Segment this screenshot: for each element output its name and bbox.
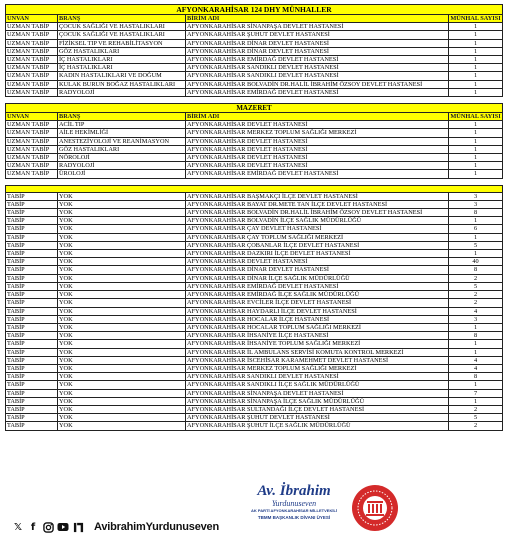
cell-unvan: UZMAN TABİP (6, 162, 58, 170)
social-handle: AvibrahimYurdunuseven (94, 521, 219, 533)
cell-unvan: UZMAN TABİP (6, 145, 58, 153)
cell-unvan: UZMAN TABİP (6, 137, 58, 145)
table-row (6, 209, 503, 217)
cell-birim: AFYONKARAHİSAR DAZKIRI İLÇE DEVLET HASTANESİ (186, 250, 449, 258)
table-row (6, 381, 503, 389)
cell-unvan: UZMAN TABİP (6, 72, 58, 80)
cell-unvan: UZMAN TABİP (6, 88, 58, 96)
cell-unvan: TABİP (6, 397, 58, 405)
cell-sayi: 3 (449, 192, 503, 200)
table-row (6, 250, 503, 258)
cell-brans: YOK (58, 405, 186, 413)
cell-brans: İÇ HASTALIKLARI (58, 56, 186, 64)
cell-sayi: 1 (449, 88, 503, 96)
cell-unvan: TABİP (6, 274, 58, 282)
header-brans: BRANŞ (58, 15, 186, 23)
cell-sayi: 1 (449, 348, 503, 356)
cell-sayi: 1 (449, 137, 503, 145)
cell-brans: YOK (58, 258, 186, 266)
cell-brans: GÖZ HASTALIKLARI (58, 145, 186, 153)
cell-sayi: 1 (449, 340, 503, 348)
gap-row (6, 97, 503, 104)
cell-birim: AFYONKARAHİSAR EMİRDAĞ DEVLET HASTANESİ (186, 88, 449, 96)
cell-birim: AFYONKARAHİSAR SİNANPAŞA DEVLET HASTANESİ (186, 389, 449, 397)
signature-name: Av. İbrahim (257, 483, 331, 499)
cell-brans: RADYOLOJİ (58, 88, 186, 96)
table-row (6, 323, 503, 331)
cell-sayi: 3 (449, 200, 503, 208)
table-row (6, 307, 503, 315)
cell-sayi: 1 (449, 217, 503, 225)
facebook-icon[interactable]: f (30, 521, 36, 533)
table-row (6, 80, 503, 88)
cell-sayi: 4 (449, 356, 503, 364)
cell-brans: ÜROLOJİ (58, 170, 186, 178)
parliament-emblem-icon (350, 483, 400, 533)
cell-sayi: 8 (449, 373, 503, 381)
cell-birim: AFYONKARAHİSAR DİNAR DEVLET HASTANESİ (186, 47, 449, 55)
cell-sayi: 8 (449, 209, 503, 217)
cell-unvan: UZMAN TABİP (6, 170, 58, 178)
cell-brans: YOK (58, 323, 186, 331)
cell-sayi: 3 (449, 315, 503, 323)
cell-brans: YOK (58, 332, 186, 340)
table-row (6, 88, 503, 96)
table-row (6, 373, 503, 381)
table-row (6, 225, 503, 233)
header-unvan: UNVAN (6, 113, 58, 121)
cell-birim: AFYONKARAHİSAR ÇOBANLAR İLÇE DEVLET HASTANESİ (186, 241, 449, 249)
cell-unvan: TABİP (6, 323, 58, 331)
cell-birim: AFYONKARAHİSAR BAŞMAKÇI İLÇE DEVLET HASTANESİ (186, 192, 449, 200)
cell-sayi: 2 (449, 299, 503, 307)
cell-unvan: TABİP (6, 340, 58, 348)
table-row (6, 299, 503, 307)
cell-birim: AFYONKARAHİSAR DEVLET HASTANESİ (186, 258, 449, 266)
cell-sayi: 4 (449, 307, 503, 315)
cell-brans: YOK (58, 307, 186, 315)
cell-birim: AFYONKARAHİSAR DEVLET HASTANESİ (186, 162, 449, 170)
mazeret-row (6, 104, 503, 113)
cell-brans: YOK (58, 373, 186, 381)
table-row (6, 364, 503, 372)
cell-unvan: TABİP (6, 241, 58, 249)
cell-brans: YOK (58, 250, 186, 258)
table-row (6, 356, 503, 364)
table-row (6, 282, 503, 290)
cell-unvan: TABİP (6, 414, 58, 422)
cell-brans: YOK (58, 233, 186, 241)
cell-birim: AFYONKARAHİSAR SİNANPAŞA DEVLET HASTANESİ (186, 23, 449, 31)
cell-sayi: 1 (449, 145, 503, 153)
cell-birim: AFYONKARAHİSAR ŞUHUT İLÇE SAĞLIK MÜDÜRLÜĞÜ (186, 422, 449, 430)
cell-unvan: UZMAN TABİP (6, 64, 58, 72)
sheet-title: AFYONKARAHİSAR 124 DHY MÜNHALLER (6, 5, 503, 15)
table-row (6, 414, 503, 422)
nsosyal-icon[interactable] (72, 521, 84, 533)
cell-birim: AFYONKARAHİSAR DEVLET HASTANESİ (186, 154, 449, 162)
cell-unvan: TABİP (6, 225, 58, 233)
cell-brans: YOK (58, 274, 186, 282)
cell-sayi: 1 (449, 47, 503, 55)
header-row-1 (6, 15, 503, 23)
section-mazeret-title: MAZERET (6, 104, 503, 113)
table-row (6, 192, 503, 200)
cell-birim: AFYONKARAHİSAR ŞUHUT DEVLET HASTANESİ (186, 31, 449, 39)
cell-birim: AFYONKARAHİSAR BOLVADİN DR.HALİL İBRAHİM ÖZSOY DEVLET HASTANESİ (186, 80, 449, 88)
cell-birim: AFYONKARAHİSAR HOCALAR İLÇE HASTANESİ (186, 315, 449, 323)
cell-birim: AFYONKARAHİSAR DİNAR İLÇE SAĞLIK MÜDÜRLÜĞÜ (186, 274, 449, 282)
cell-birim: AFYONKARAHİSAR ÇAY DEVLET HASTANESİ (186, 225, 449, 233)
cell-brans: İÇ HASTALIKLARI (58, 64, 186, 72)
cell-unvan: TABİP (6, 258, 58, 266)
header-sayi: MÜNHAL SAYISI (450, 113, 501, 121)
cell-birim: AFYONKARAHİSAR HAYDARLI İLÇE DEVLET HASTANESİ (186, 307, 449, 315)
cell-birim: AFYONKARAHİSAR BOLVADİN İLÇE SAĞLIK MÜDÜRLÜĞÜ (186, 217, 449, 225)
cell-sayi: 7 (449, 389, 503, 397)
cell-sayi: 1 (449, 250, 503, 258)
cell-sayi: 1 (449, 64, 503, 72)
highlight-band (6, 185, 503, 192)
cell-sayi: 2 (449, 422, 503, 430)
cell-sayi: 1 (449, 233, 503, 241)
cell-sayi: 1 (449, 170, 503, 178)
cell-unvan: UZMAN TABİP (6, 129, 58, 137)
cell-brans: YOK (58, 241, 186, 249)
cell-unvan: UZMAN TABİP (6, 47, 58, 55)
cell-birim: AFYONKARAHİSAR EVCİLER İLÇE DEVLET HASTANESİ (186, 299, 449, 307)
cell-brans: YOK (58, 414, 186, 422)
header-birim: BİRİM ADI (186, 15, 449, 23)
cell-brans: RADYOLOJİ (58, 162, 186, 170)
table-row (6, 31, 503, 39)
table-row (6, 291, 503, 299)
cell-sayi: 5 (449, 241, 503, 249)
table-row (6, 422, 503, 430)
cell-birim: AFYONKARAHİSAR SİNANPAŞA İLÇE SAĞLIK MÜDÜRLÜĞÜ (186, 397, 449, 405)
cell-birim: AFYONKARAHİSAR HOCALAR TOPLUM SAĞLIĞI MERKEZİ (186, 323, 449, 331)
gap-row (6, 178, 503, 185)
cell-unvan: TABİP (6, 381, 58, 389)
cell-unvan: TABİP (6, 356, 58, 364)
cell-birim: AFYONKARAHİSAR SULTANDAĞI İLÇE DEVLET HASTANESİ (186, 405, 449, 413)
cell-brans: YOK (58, 356, 186, 364)
cell-brans: YOK (58, 282, 186, 290)
cell-birim: AFYONKARAHİSAR SANDIKLI DEVLET HASTANESİ (186, 72, 449, 80)
cell-sayi: 8 (449, 266, 503, 274)
cell-birim: AFYONKARAHİSAR EMİRDAĞ İLÇE SAĞLIK MÜDÜRLÜĞÜ (186, 291, 449, 299)
cell-sayi: 1 (449, 397, 503, 405)
cell-unvan: TABİP (6, 332, 58, 340)
cell-unvan: TABİP (6, 307, 58, 315)
table-row (6, 72, 503, 80)
cell-brans: YOK (58, 397, 186, 405)
cell-brans: FİZİKSEL TIP VE REHABİLİTASYON (58, 39, 186, 47)
cell-brans: YOK (58, 348, 186, 356)
table-row (6, 315, 503, 323)
cell-birim: AFYONKARAHİSAR BAYAT DR.METE TAN İLÇE DEVLET HASTANESİ (186, 200, 449, 208)
title-row (6, 5, 503, 15)
cell-birim: AFYONKARAHİSAR EMİRDAĞ DEVLET HASTANESİ (186, 282, 449, 290)
cell-sayi: 1 (449, 381, 503, 389)
youtube-icon[interactable] (57, 521, 69, 533)
cell-brans: YOK (58, 192, 186, 200)
cell-sayi: 1 (449, 129, 503, 137)
cell-birim: AFYONKARAHİSAR EMİRDAĞ DEVLET HASTANESİ (186, 170, 449, 178)
cell-unvan: TABİP (6, 282, 58, 290)
table-row (6, 162, 503, 170)
header-birim: BİRİM ADI (186, 113, 449, 121)
cell-birim: AFYONKARAHİSAR DİNAR DEVLET HASTANESİ (186, 39, 449, 47)
table-row (6, 217, 503, 225)
signature-logo (244, 484, 344, 534)
cell-brans: YOK (58, 364, 186, 372)
table-row (6, 258, 503, 266)
cell-brans: YOK (58, 422, 186, 430)
cell-unvan: UZMAN TABİP (6, 31, 58, 39)
cell-brans: YOK (58, 217, 186, 225)
cell-unvan: UZMAN TABİP (6, 39, 58, 47)
cell-sayi: 8 (449, 332, 503, 340)
table-row (6, 154, 503, 162)
cell-unvan: UZMAN TABİP (6, 154, 58, 162)
cell-unvan: UZMAN TABİP (6, 80, 58, 88)
cell-sayi: 1 (449, 23, 503, 31)
cell-brans: YOK (58, 266, 186, 274)
cell-birim: AFYONKARAHİSAR DEVLET HASTANESİ (186, 137, 449, 145)
cell-unvan: UZMAN TABİP (6, 56, 58, 64)
cell-sayi: 1 (449, 323, 503, 331)
table-row (6, 241, 503, 249)
cell-sayi: 2 (449, 405, 503, 413)
cell-unvan: TABİP (6, 315, 58, 323)
table-row (6, 56, 503, 64)
table-row (6, 274, 503, 282)
cell-sayi: 1 (449, 31, 503, 39)
cell-sayi: 6 (449, 225, 503, 233)
vacancy-sheet (5, 4, 502, 431)
cell-unvan: TABİP (6, 299, 58, 307)
cell-birim: AFYONKARAHİSAR DEVLET HASTANESİ (186, 121, 449, 129)
cell-sayi: 5 (449, 282, 503, 290)
cell-unvan: TABİP (6, 217, 58, 225)
cell-sayi: 1 (449, 39, 503, 47)
cell-birim: AFYONKARAHİSAR BOLVADİN DR.HALİL İBRAHİM ÖZSOY DEVLET HASTANESİ (186, 209, 449, 217)
cell-brans: GÖZ HASTALIKLARI (58, 47, 186, 55)
cell-unvan: TABİP (6, 364, 58, 372)
cell-birim: AFYONKARAHİSAR EMİRDAĞ DEVLET HASTANESİ (186, 56, 449, 64)
cell-birim: AFYONKARAHİSAR SANDIKLI DEVLET HASTANESİ (186, 64, 449, 72)
table-row (6, 348, 503, 356)
cell-brans: KADIN HASTALIKLARI VE DOĞUM (58, 72, 186, 80)
table-row (6, 23, 503, 31)
cell-brans: YOK (58, 209, 186, 217)
table-row (6, 332, 503, 340)
cell-unvan: TABİP (6, 405, 58, 413)
cell-brans: YOK (58, 381, 186, 389)
header-unvan: UNVAN (6, 15, 58, 23)
table-row (6, 47, 503, 55)
cell-brans: ANESTEZİYOLOJİ VE REANİMASYON (58, 137, 186, 145)
cell-brans: YOK (58, 225, 186, 233)
cell-unvan: UZMAN TABİP (6, 23, 58, 31)
cell-brans: YOK (58, 299, 186, 307)
cell-brans: KULAK BURUN BOĞAZ HASTALIKLARI (58, 80, 186, 88)
table-row (6, 39, 503, 47)
cell-unvan: TABİP (6, 373, 58, 381)
cell-brans: NÖROLOJİ (58, 154, 186, 162)
cell-unvan: TABİP (6, 422, 58, 430)
cell-brans: ÇOCUK SAĞLIĞI VE HASTALIKLARI (58, 23, 186, 31)
cell-brans: AİLE HEKİMLİĞİ (58, 129, 186, 137)
table-row (6, 405, 503, 413)
cell-unvan: TABİP (6, 200, 58, 208)
table-row (6, 170, 503, 178)
cell-sayi: 2 (449, 291, 503, 299)
footer (0, 478, 512, 540)
cell-birim: AFYONKARAHİSAR İSCEHİSAR KARAMEHMET DEVLET HASTANESİ (186, 356, 449, 364)
instagram-icon[interactable] (42, 521, 54, 533)
cell-sayi: 1 (449, 162, 503, 170)
table-row (6, 389, 503, 397)
cell-sayi: 1 (449, 56, 503, 64)
cell-unvan: TABİP (6, 233, 58, 241)
table-row (6, 266, 503, 274)
cell-sayi: 4 (449, 364, 503, 372)
cell-brans: ACİL TIP (58, 121, 186, 129)
table-row (6, 340, 503, 348)
cell-birim: AFYONKARAHİSAR ŞUHUT DEVLET HASTANESİ (186, 414, 449, 422)
table-row (6, 137, 503, 145)
cell-unvan: TABİP (6, 348, 58, 356)
header-row-2 (6, 113, 503, 121)
table-row (6, 64, 503, 72)
x-icon[interactable]: 𝕏 (13, 521, 23, 533)
table-row (6, 397, 503, 405)
header-brans: BRANŞ (58, 113, 186, 121)
cell-sayi: 2 (449, 274, 503, 282)
cell-birim: AFYONKARAHİSAR MERKEZ TOPLUM SAĞLIĞI MERKEZİ (186, 129, 449, 137)
cell-brans: YOK (58, 389, 186, 397)
cell-unvan: TABİP (6, 389, 58, 397)
cell-brans: YOK (58, 315, 186, 323)
cell-unvan: TABİP (6, 291, 58, 299)
vacancy-table (5, 4, 503, 431)
cell-brans: YOK (58, 200, 186, 208)
cell-unvan: TABİP (6, 266, 58, 274)
header-sayi: MÜNHAL SAYISI (450, 15, 501, 22)
cell-sayi: 1 (449, 154, 503, 162)
table-row (6, 233, 503, 241)
cell-birim: AFYONKARAHİSAR ÇAY TOPLUM SAĞLIĞI MERKEZİ (186, 233, 449, 241)
cell-brans: YOK (58, 291, 186, 299)
cell-birim: AFYONKARAHİSAR DEVLET HASTANESİ (186, 145, 449, 153)
cell-sayi: 5 (449, 414, 503, 422)
cell-birim: AFYONKARAHİSAR DİNAR DEVLET HASTANESİ (186, 266, 449, 274)
cell-birim: AFYONKARAHİSAR İL AMBULANS SERVİSİ KOMUTA KONTROL MERKEZİ (186, 348, 449, 356)
cell-unvan: TABİP (6, 250, 58, 258)
signature-office: TBMM BAŞKANLIK DİVANI ÜYESİ (257, 515, 331, 520)
table-row (6, 200, 503, 208)
table-row (6, 145, 503, 153)
cell-birim: AFYONKARAHİSAR MERKEZ TOPLUM SAĞLIĞI MERKEZİ (186, 364, 449, 372)
cell-birim: AFYONKARAHİSAR İHSANİYE İLÇE HASTANESİ (186, 332, 449, 340)
cell-sayi: 40 (449, 258, 503, 266)
cell-unvan: TABİP (6, 192, 58, 200)
signature-role: AK PARTİ AFYONKARAHİSAR MİLLETVEKİLİ (251, 508, 337, 513)
cell-sayi: 1 (449, 80, 503, 88)
cell-unvan: TABİP (6, 209, 58, 217)
cell-sayi: 1 (449, 121, 503, 129)
cell-sayi: 1 (449, 72, 503, 80)
cell-birim: AFYONKARAHİSAR İHSANİYE TOPLUM SAĞLIĞI MERKEZİ (186, 340, 449, 348)
signature-script: Yurdunuseven (271, 499, 317, 508)
cell-unvan: UZMAN TABİP (6, 121, 58, 129)
cell-brans: YOK (58, 340, 186, 348)
table-row (6, 129, 503, 137)
table-row (6, 121, 503, 129)
cell-birim: AFYONKARAHİSAR SANDIKLI DEVLET HASTANESİ (186, 373, 449, 381)
cell-brans: ÇOCUK SAĞLIĞI VE HASTALIKLARI (58, 31, 186, 39)
social-icons (12, 521, 84, 533)
cell-birim: AFYONKARAHİSAR SANDIKLI İLÇE SAĞLIK MÜDÜRLÜĞÜ (186, 381, 449, 389)
